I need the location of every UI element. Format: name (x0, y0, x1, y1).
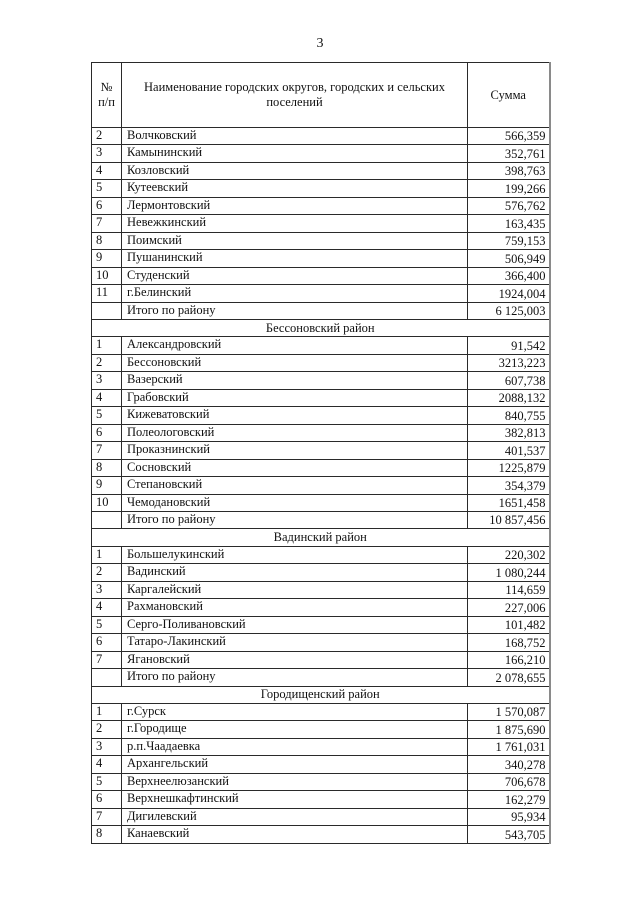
row-number: 8 (92, 459, 122, 476)
settlement-sum: 162,279 (468, 791, 550, 808)
settlement-sum: 91,542 (468, 337, 550, 354)
total-label: Итого по району (122, 669, 468, 686)
row-number: 8 (92, 826, 122, 843)
settlement-name: Студенский (122, 267, 468, 284)
settlement-name: Козловский (122, 162, 468, 179)
settlement-name: Степановский (122, 477, 468, 494)
section-title: Городищенский район (92, 686, 550, 703)
settlement-sum: 354,379 (468, 477, 550, 494)
page-number: 3 (316, 36, 324, 51)
table-row (92, 703, 550, 720)
row-number: 7 (92, 651, 122, 668)
table-row (92, 808, 550, 825)
settlement-name: Полеологовский (122, 424, 468, 441)
settlement-sum: 3213,223 (468, 354, 550, 371)
row-number: 6 (92, 197, 122, 214)
table-row (92, 372, 550, 389)
section-header-row (92, 529, 550, 546)
table-row (92, 477, 550, 494)
settlement-sum: 759,153 (468, 232, 550, 249)
table-row (92, 128, 550, 145)
row-number: 4 (92, 756, 122, 773)
settlement-name: Невежкинский (122, 215, 468, 232)
row-number (92, 302, 122, 319)
row-number (92, 669, 122, 686)
settlement-sum: 1 080,244 (468, 564, 550, 581)
settlement-name: Большелукинский (122, 546, 468, 563)
row-number: 3 (92, 738, 122, 755)
row-number: 10 (92, 494, 122, 511)
settlement-name: Грабовский (122, 389, 468, 406)
table-row (92, 791, 550, 808)
total-label: Итого по району (122, 302, 468, 319)
settlement-sum: 340,278 (468, 756, 550, 773)
row-number: 7 (92, 215, 122, 232)
settlement-name: Кижеватовский (122, 407, 468, 424)
total-sum: 6 125,003 (468, 302, 550, 319)
table-row (92, 756, 550, 773)
settlement-name: Александровский (122, 337, 468, 354)
row-number: 5 (92, 773, 122, 790)
settlement-sum: 95,934 (468, 808, 550, 825)
settlement-sum: 2088,132 (468, 389, 550, 406)
settlement-sum: 706,678 (468, 773, 550, 790)
table-row (92, 651, 550, 668)
row-number (92, 511, 122, 528)
settlement-sum: 1 875,690 (468, 721, 550, 738)
settlement-name: Лермонтовский (122, 197, 468, 214)
settlement-name: г.Сурск (122, 703, 468, 720)
table-row (92, 145, 550, 162)
settlement-sum: 1 761,031 (468, 738, 550, 755)
row-number: 1 (92, 703, 122, 720)
header-sum: Сумма (468, 63, 550, 128)
table-row (92, 826, 550, 843)
table-row (92, 564, 550, 581)
settlement-sum: 840,755 (468, 407, 550, 424)
table-row (92, 407, 550, 424)
header-number: № п/п (92, 63, 122, 128)
settlement-name: р.п.Чаадаевка (122, 738, 468, 755)
settlement-name: Канаевский (122, 826, 468, 843)
settlement-sum: 398,763 (468, 162, 550, 179)
table-row (92, 581, 550, 598)
table-row (92, 337, 550, 354)
table-row (92, 180, 550, 197)
row-number: 8 (92, 232, 122, 249)
row-number: 4 (92, 162, 122, 179)
section-header-row (92, 319, 550, 336)
total-sum: 10 857,456 (468, 511, 550, 528)
section-header-row (92, 686, 550, 703)
settlement-sum: 382,813 (468, 424, 550, 441)
settlement-name: Вазерский (122, 372, 468, 389)
settlement-sum: 166,210 (468, 651, 550, 668)
section-title: Вадинский район (92, 529, 550, 546)
table-row (92, 616, 550, 633)
table-row (92, 424, 550, 441)
table-row (92, 721, 550, 738)
row-number: 2 (92, 128, 122, 145)
row-number: 9 (92, 250, 122, 267)
settlement-sum: 366,400 (468, 267, 550, 284)
settlement-sum: 163,435 (468, 215, 550, 232)
settlement-name: Каргалейский (122, 581, 468, 598)
distribution-table (91, 62, 551, 844)
header-name: Наименование городских округов, городских и сельских поселений (122, 63, 468, 128)
table-row (92, 250, 550, 267)
settlement-sum: 101,482 (468, 616, 550, 633)
settlement-sum: 566,359 (468, 128, 550, 145)
table-row (92, 546, 550, 563)
settlement-name: Вадинский (122, 564, 468, 581)
row-number: 10 (92, 267, 122, 284)
settlement-sum: 114,659 (468, 581, 550, 598)
row-number: 5 (92, 180, 122, 197)
settlement-sum: 1924,004 (468, 285, 550, 302)
table-body (92, 128, 550, 844)
settlement-name: Верхнешкафтинский (122, 791, 468, 808)
settlement-sum: 220,302 (468, 546, 550, 563)
settlement-sum: 352,761 (468, 145, 550, 162)
section-title: Бессоновский район (92, 319, 550, 336)
total-row (92, 511, 550, 528)
table-header-row (92, 63, 550, 128)
table-row (92, 738, 550, 755)
settlement-name: Чемодановский (122, 494, 468, 511)
table-row (92, 599, 550, 616)
settlement-name: Проказнинский (122, 442, 468, 459)
total-sum: 2 078,655 (468, 669, 550, 686)
settlement-name: Ягановский (122, 651, 468, 668)
row-number: 7 (92, 442, 122, 459)
settlement-name: Волчковский (122, 128, 468, 145)
table-row (92, 232, 550, 249)
row-number: 1 (92, 337, 122, 354)
table-row (92, 442, 550, 459)
settlement-name: Поимский (122, 232, 468, 249)
settlement-name: Верхнеелюзанский (122, 773, 468, 790)
settlement-name: Архангельский (122, 756, 468, 773)
row-number: 6 (92, 791, 122, 808)
settlement-name: г.Городище (122, 721, 468, 738)
settlement-sum: 1651,458 (468, 494, 550, 511)
row-number: 9 (92, 477, 122, 494)
row-number: 2 (92, 354, 122, 371)
total-row (92, 302, 550, 319)
total-row (92, 669, 550, 686)
settlement-sum: 506,949 (468, 250, 550, 267)
row-number: 3 (92, 372, 122, 389)
table-row (92, 634, 550, 651)
table-row (92, 494, 550, 511)
row-number: 3 (92, 581, 122, 598)
table-row (92, 459, 550, 476)
table-row (92, 267, 550, 284)
row-number: 7 (92, 808, 122, 825)
settlement-name: Дигилевский (122, 808, 468, 825)
settlement-name: Бессоновский (122, 354, 468, 371)
row-number: 4 (92, 389, 122, 406)
table-row (92, 285, 550, 302)
row-number: 1 (92, 546, 122, 563)
table-row (92, 215, 550, 232)
settlement-sum: 607,738 (468, 372, 550, 389)
row-number: 2 (92, 564, 122, 581)
settlement-sum: 199,266 (468, 180, 550, 197)
settlement-sum: 1 570,087 (468, 703, 550, 720)
total-label: Итого по району (122, 511, 468, 528)
row-number: 11 (92, 285, 122, 302)
settlement-sum: 168,752 (468, 634, 550, 651)
table-row (92, 389, 550, 406)
row-number: 5 (92, 616, 122, 633)
row-number: 6 (92, 634, 122, 651)
settlement-name: Татаро-Лакинский (122, 634, 468, 651)
table-row (92, 773, 550, 790)
table-row (92, 197, 550, 214)
settlement-name: г.Белинский (122, 285, 468, 302)
settlement-name: Кутеевский (122, 180, 468, 197)
settlement-sum: 227,006 (468, 599, 550, 616)
settlement-name: Пушанинский (122, 250, 468, 267)
table-row (92, 354, 550, 371)
row-number: 6 (92, 424, 122, 441)
settlement-name: Камынинский (122, 145, 468, 162)
settlement-name: Рахмановский (122, 599, 468, 616)
row-number: 4 (92, 599, 122, 616)
row-number: 3 (92, 145, 122, 162)
settlement-name: Сосновский (122, 459, 468, 476)
settlement-sum: 401,537 (468, 442, 550, 459)
settlement-name: Серго-Поливановский (122, 616, 468, 633)
table-row (92, 162, 550, 179)
settlement-sum: 543,705 (468, 826, 550, 843)
settlement-sum: 1225,879 (468, 459, 550, 476)
settlement-sum: 576,762 (468, 197, 550, 214)
row-number: 5 (92, 407, 122, 424)
row-number: 2 (92, 721, 122, 738)
